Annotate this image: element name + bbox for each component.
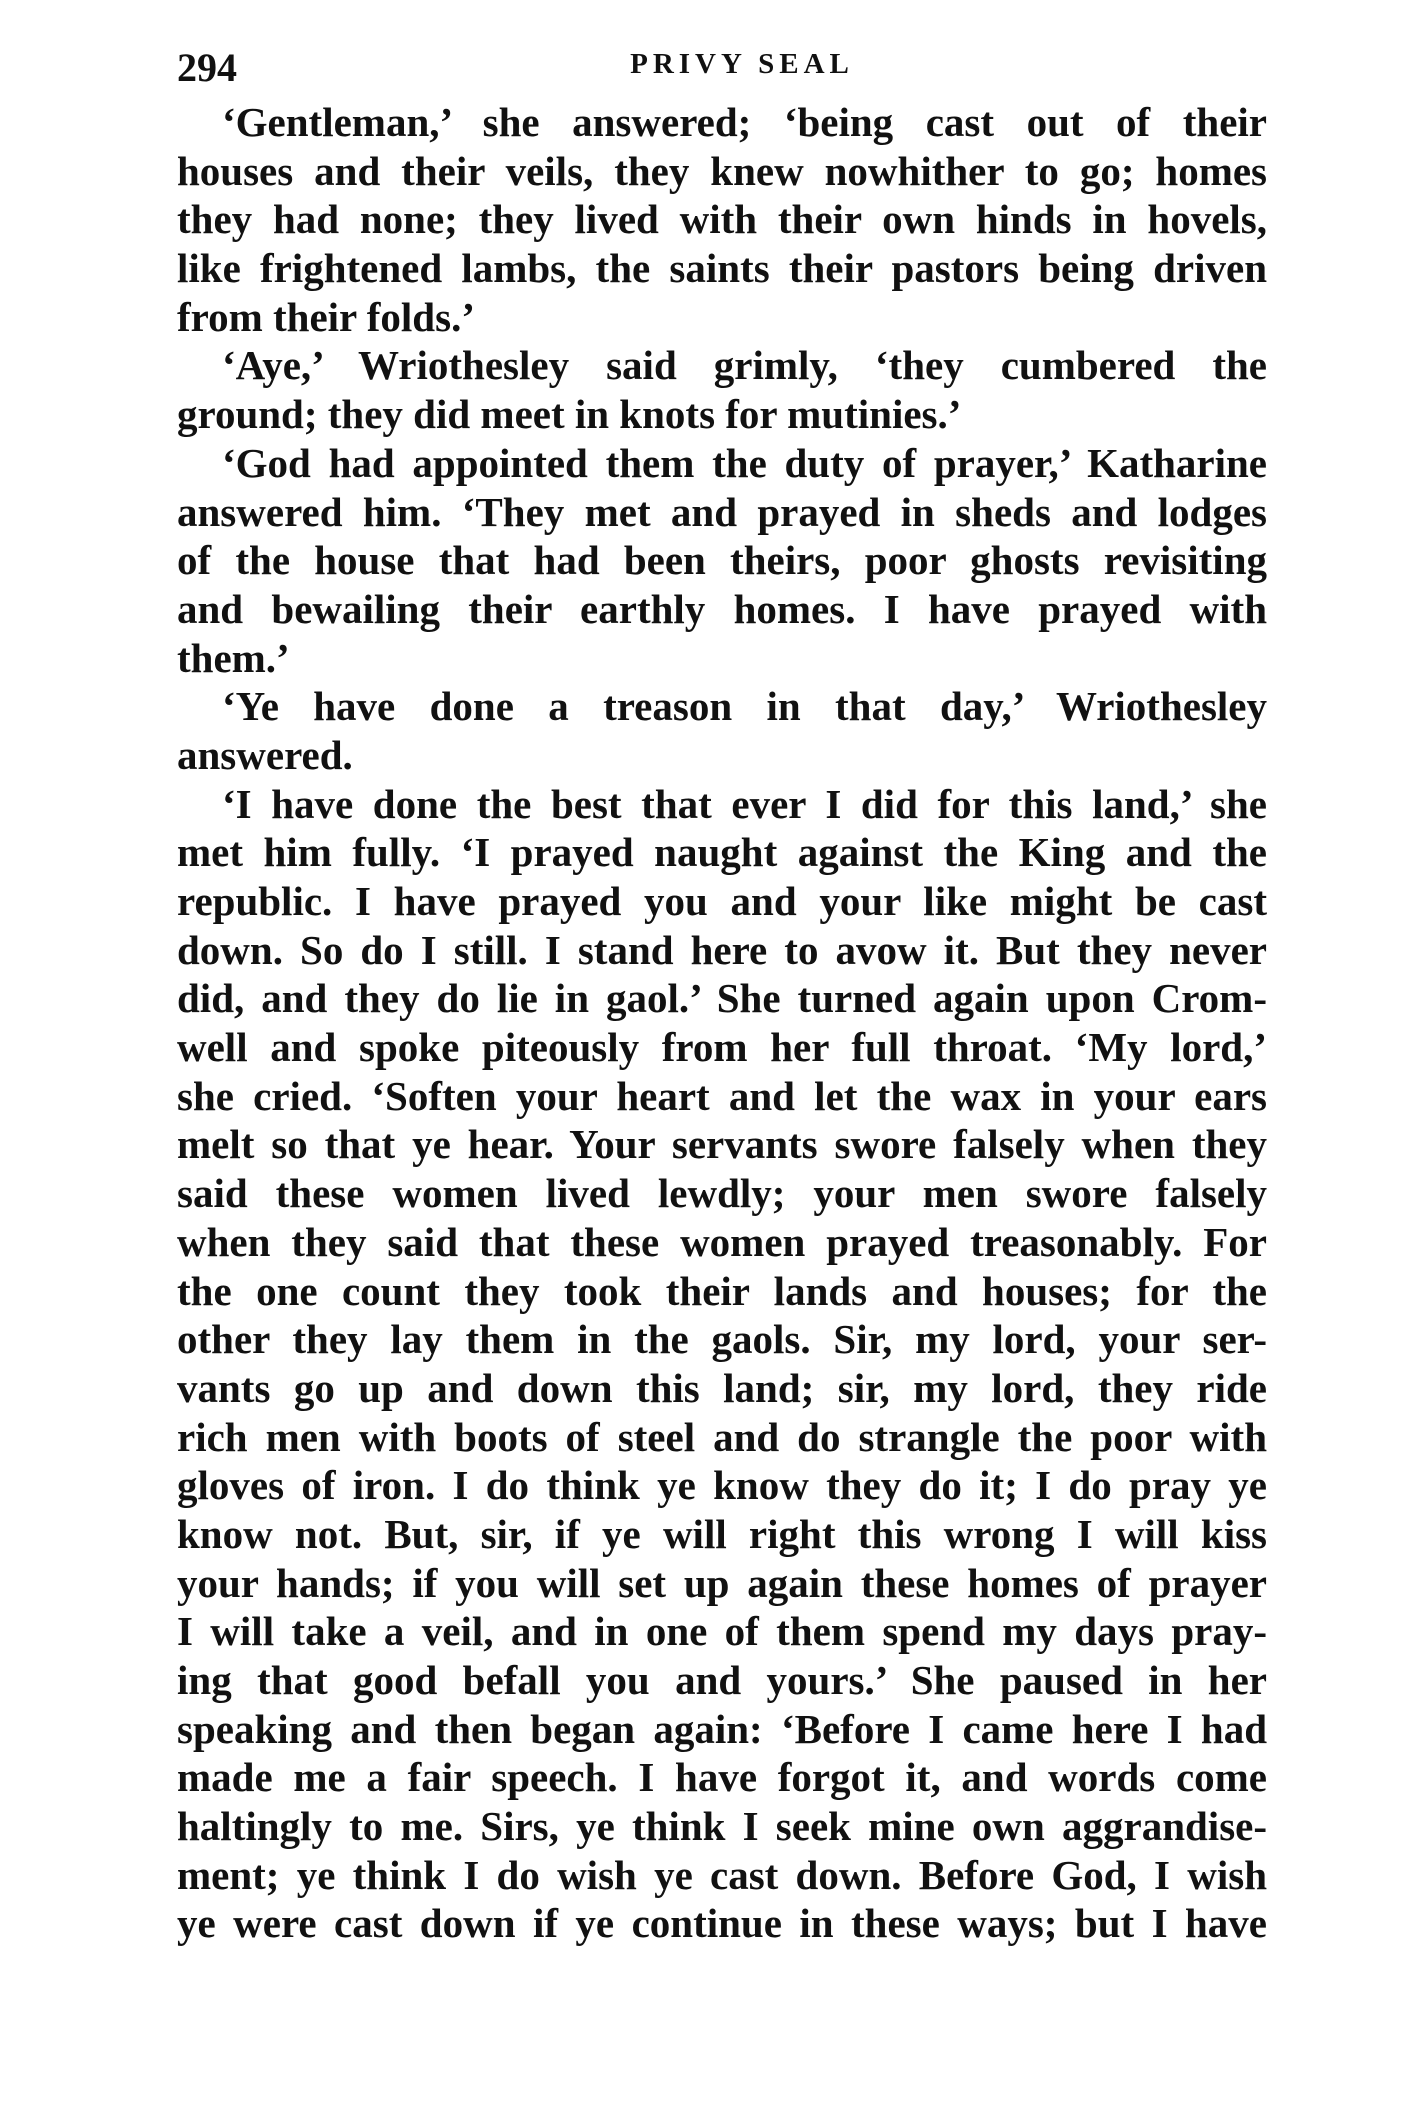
text-line: from their folds.’ — [177, 293, 475, 340]
text-line: houses and their veils, they knew nowhither to go; homes — [177, 147, 1267, 194]
text-line: made me a fair speech. I have forgot it, and words come — [177, 1754, 1267, 1801]
text-line: ‘Ye have done a treason in that day,’ Wriothesley — [222, 683, 1267, 730]
text-line: they had none; they lived with their own hinds in hovels, — [177, 196, 1267, 243]
text-line: she cried. ‘Soften your heart and let the wax in your ears — [177, 1072, 1267, 1119]
text-line: of the house that had been theirs, poor ghosts revisiting — [177, 537, 1267, 584]
text-line: republic. I have prayed you and your like might be cast — [177, 878, 1267, 924]
text-line: the one count they took their lands and houses; for the — [177, 1267, 1267, 1314]
text-line: well and spoke piteously from her full throat. ‘My lord,’ — [177, 1024, 1267, 1071]
text-line: rich men with boots of steel and do strangle the poor with — [177, 1413, 1267, 1460]
text-line: I will take a veil, and in one of them spend my days pray- — [177, 1608, 1267, 1655]
running-header — [177, 40, 1267, 98]
text-line: said these women lived lewdly; your men swore falsely — [177, 1170, 1267, 1217]
text-line: answered him. ‘They met and prayed in sheds and lodges — [177, 488, 1267, 535]
text-line: ment; ye think I do wish ye cast down. Before God, I wish — [177, 1851, 1267, 1898]
text-line: ‘Aye,’ Wriothesley said grimly, ‘they cumbered the — [222, 342, 1267, 389]
page-number: 294 — [177, 45, 237, 90]
text-line: like frightened lambs, the saints their pastors being driven — [177, 245, 1267, 292]
text-line: melt so that ye hear. Your servants swore falsely when they — [177, 1121, 1267, 1168]
text-line: did, and they do lie in gaol.’ She turned again upon Crom- — [177, 975, 1267, 1022]
text-line: ground; they did meet in knots for mutinies.’ — [177, 391, 962, 438]
text-line: your hands; if you will set up again these homes of prayer — [177, 1559, 1267, 1606]
book-page — [177, 40, 1267, 1948]
text-line: ‘God had appointed them the duty of prayer,’ Katharine — [222, 439, 1267, 486]
text-line: ing that good befall you and yours.’ She paused in her — [177, 1657, 1267, 1703]
text-line: down. So do I still. I stand here to avow it. But they never — [177, 926, 1267, 973]
text-line: ‘I have done the best that ever I did for this land,’ she — [222, 780, 1267, 827]
text-line: and bewailing their earthly homes. I have prayed with — [177, 585, 1267, 632]
text-line: ye were cast down if ye continue in these ways; but I have — [177, 1900, 1267, 1947]
text-line: them.’ — [177, 634, 290, 681]
text-line: speaking and then began again: ‘Before I came here I had — [177, 1705, 1267, 1752]
text-line: gloves of iron. I do think ye know they do it; I do pray ye — [177, 1462, 1267, 1509]
text-line: know not. But, sir, if ye will right this wrong I will kiss — [177, 1510, 1267, 1557]
text-line: answered. — [177, 731, 353, 778]
text-line: other they lay them in the gaols. Sir, my lord, your ser- — [177, 1316, 1267, 1363]
text-line: ‘Gentleman,’ she answered; ‘being cast out of their — [222, 99, 1267, 145]
text-line: met him fully. ‘I prayed naught against the King and the — [177, 829, 1267, 876]
text-line: when they said that these women prayed treasonably. For — [177, 1218, 1267, 1265]
text-line: vants go up and down this land; sir, my lord, they ride — [177, 1364, 1267, 1411]
text-line: haltingly to me. Sirs, ye think I seek mine own aggrandise- — [177, 1803, 1267, 1850]
body-text — [177, 98, 1267, 1948]
running-title: PRIVY SEAL — [630, 48, 854, 80]
